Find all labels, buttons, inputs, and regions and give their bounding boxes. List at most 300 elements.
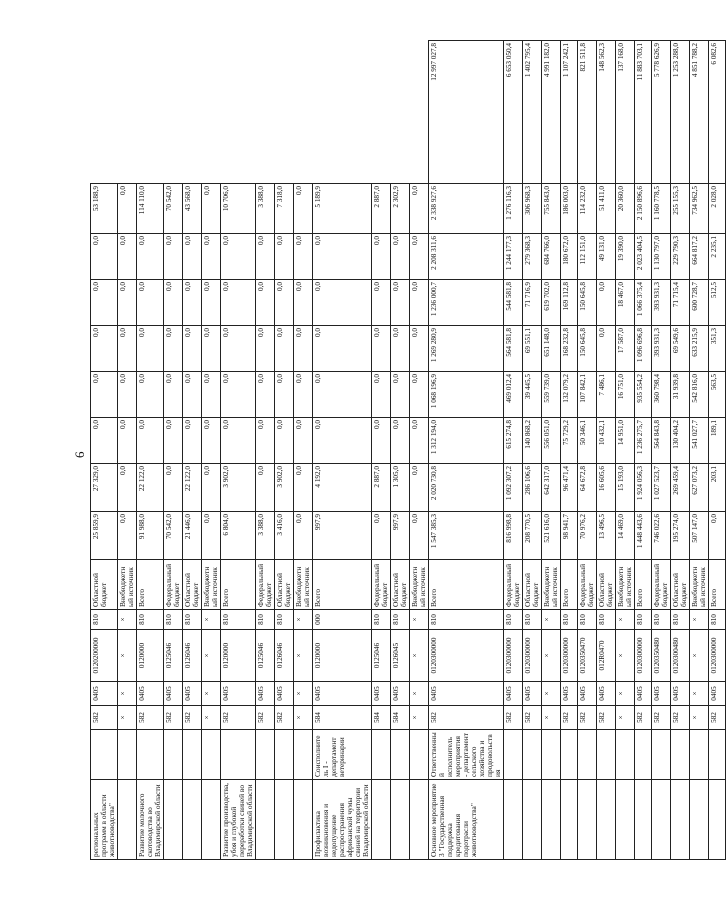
table-cell: 0,0 (256, 326, 275, 372)
measure-name-cell: Развитие производства, убоя и глубокой переработки свиней во Владимирской области (221, 780, 256, 860)
table-cell: × (118, 610, 137, 630)
table-row (635, 41, 652, 860)
table-row (652, 41, 671, 860)
table-cell: 542 816,0 (690, 372, 709, 418)
table-row (690, 41, 709, 860)
table-cell: 0,0 (410, 418, 429, 464)
table-cell: 633 215,9 (690, 326, 709, 372)
table-cell: 0,0 (275, 234, 294, 280)
table-cell: 582 (91, 706, 118, 730)
table-cell: 810 (391, 610, 410, 630)
table-cell: 0,0 (137, 372, 164, 418)
table-cell: 208 770,5 (523, 512, 542, 560)
table-cell: 0405 (137, 682, 164, 706)
table-cell: 1 269 280,9 (429, 326, 504, 372)
table-cell: 98 941,7 (561, 512, 578, 560)
table-cell: 0405 (597, 682, 616, 706)
table-cell: 148 562,3 (597, 41, 616, 184)
table-cell: 4 192,0 (313, 464, 372, 512)
table-cell: 541 027,7 (690, 418, 709, 464)
table-cell: 810 (578, 610, 597, 630)
source-cell: Областной бюджет (671, 560, 690, 610)
table-cell: 0,0 (164, 464, 183, 512)
executor-cell (256, 730, 275, 780)
table-cell: 27 329,0 (91, 464, 118, 512)
table-cell: 584 (391, 706, 410, 730)
table-cell: 0405 (635, 682, 652, 706)
table-cell: 2 887,0 (372, 464, 391, 512)
table-cell: 0,0 (313, 372, 372, 418)
table-cell: 13 496,5 (597, 512, 616, 560)
table-cell: × (542, 630, 561, 682)
table-cell: 810 (256, 610, 275, 630)
table-cell: 564 843,8 (652, 418, 671, 464)
table-row (578, 41, 597, 860)
table-cell: 0,0 (372, 418, 391, 464)
table-cell: × (616, 630, 635, 682)
table-cell: 0,0 (313, 326, 372, 372)
table-cell: 0,0 (221, 372, 256, 418)
table-cell: 0,0 (137, 418, 164, 464)
table-cell: 1 068 196,9 (429, 372, 504, 418)
source-cell: Областной бюджет (597, 560, 616, 610)
table-cell: 1 236 000,7 (429, 280, 504, 326)
table-row (313, 41, 372, 860)
table-cell: 18 467,0 (616, 280, 635, 326)
executor-cell (294, 730, 313, 780)
table-row (523, 41, 542, 860)
table-cell: 0,0 (372, 326, 391, 372)
source-cell: Федеральный бюджет (256, 560, 275, 610)
source-cell: Всего (709, 560, 726, 610)
table-cell: 512,5 (709, 280, 726, 326)
source-cell: Внебюджетный источник (542, 560, 561, 610)
table-cell: 16 605,6 (597, 464, 616, 512)
table-cell: 0,0 (202, 326, 221, 372)
table-cell: 0120200000 (91, 630, 118, 682)
table-cell: 810 (652, 610, 671, 630)
table-cell: 20 360,0 (616, 184, 635, 234)
table-cell: 0,0 (221, 280, 256, 326)
table-cell: 70 976,2 (578, 512, 597, 560)
table-row (372, 41, 391, 860)
page-number: 6 (72, 451, 87, 458)
table-cell: 1 027 523,7 (652, 464, 671, 512)
source-cell: Внебюджетный источник (690, 560, 709, 610)
table-cell: 0,0 (256, 418, 275, 464)
executor-cell (542, 730, 561, 780)
table-cell: 0,0 (256, 280, 275, 326)
table-row (183, 41, 202, 860)
table-cell: 821 511,8 (578, 41, 597, 184)
table-cell: 1 305,0 (391, 464, 410, 512)
table-cell: 393 931,3 (652, 280, 671, 326)
table-cell: 0120000 (221, 630, 256, 682)
table-cell: 0405 (183, 682, 202, 706)
measure-name-cell (542, 780, 561, 860)
measure-name-cell (561, 780, 578, 860)
table-cell: 51 411,0 (597, 184, 616, 234)
table-cell: 0,0 (294, 184, 313, 234)
table-cell: 279 368,3 (523, 234, 542, 280)
table-cell: 0,0 (118, 418, 137, 464)
table-cell: 0,0 (183, 280, 202, 326)
table-cell: 0,0 (256, 372, 275, 418)
table-cell: 582 (671, 706, 690, 730)
table-cell: 0405 (372, 682, 391, 706)
table-cell: 0405 (391, 682, 410, 706)
table-cell: 469 012,4 (504, 372, 523, 418)
table-cell: 49 131,0 (597, 234, 616, 280)
table-cell: 14 469,0 (616, 512, 635, 560)
table-row (709, 41, 726, 860)
source-cell: Областной бюджет (91, 560, 118, 610)
table-cell: 582 (137, 706, 164, 730)
measure-name-cell (183, 780, 202, 860)
table-row (137, 41, 164, 860)
measure-name-cell (635, 780, 652, 860)
table-cell: 393 931,3 (652, 326, 671, 372)
table-cell: 0,0 (164, 372, 183, 418)
source-cell: Федеральный бюджет (578, 560, 597, 610)
table-cell: 0,0 (221, 418, 256, 464)
table-cell: 0126045 (391, 630, 410, 682)
executor-cell (616, 730, 635, 780)
table-cell: 1 924 056,3 (635, 464, 652, 512)
table-cell: 70 542,0 (164, 184, 183, 234)
table-cell: 17 587,0 (616, 326, 635, 372)
table-cell: 0,0 (597, 326, 616, 372)
source-cell: Всего (137, 560, 164, 610)
table-cell: 651 148,0 (542, 326, 561, 372)
table-cell: 0,0 (202, 184, 221, 234)
table-cell: 582 (635, 706, 652, 730)
table-cell: 1 066 375,4 (635, 280, 652, 326)
table-cell: 0120000 (313, 630, 372, 682)
table-cell: 0,0 (91, 418, 118, 464)
table-cell: 0,0 (118, 234, 137, 280)
measure-name-cell: Развитие молочного скотоводства во Владимирской области (137, 780, 164, 860)
table-cell: 1 253 288,0 (671, 41, 690, 184)
table-cell: 0125046 (256, 630, 275, 682)
table-cell: 96 471,4 (561, 464, 578, 512)
executor-cell (635, 730, 652, 780)
table-cell: 1 096 696,8 (635, 326, 652, 372)
table-cell: 582 (429, 706, 504, 730)
table-row (561, 41, 578, 860)
table-cell: 0,0 (164, 418, 183, 464)
table-cell: 0,0 (118, 184, 137, 234)
table-cell: 0,0 (391, 326, 410, 372)
table-cell: 582 (183, 706, 202, 730)
table-cell: 269 459,4 (671, 464, 690, 512)
table-cell: 0120000 (137, 630, 164, 682)
table-cell: 0,0 (410, 512, 429, 560)
table-cell: 0,0 (275, 372, 294, 418)
table-cell: 0120300000 (523, 630, 542, 682)
table-cell: 582 (652, 706, 671, 730)
measure-name-cell (690, 780, 709, 860)
table-row (429, 41, 504, 860)
table-row (294, 41, 313, 860)
measure-name-cell (410, 780, 429, 860)
table-cell: × (294, 630, 313, 682)
table-cell: × (294, 682, 313, 706)
table-cell: 816 998,8 (504, 512, 523, 560)
table-cell: 189,1 (709, 418, 726, 464)
table-cell: 0,0 (118, 464, 137, 512)
table-cell: 0405 (578, 682, 597, 706)
table-cell: 2 338 927,6 (429, 184, 504, 234)
table-cell: 0120300000 (504, 630, 523, 682)
table-cell: 0,0 (183, 326, 202, 372)
measure-name-cell (652, 780, 671, 860)
table-cell: 0,0 (118, 372, 137, 418)
table-cell: 0,0 (202, 372, 221, 418)
table-cell: 7 318,0 (275, 184, 294, 234)
table-cell: 0,0 (709, 512, 726, 560)
table-cell: 180 672,0 (561, 234, 578, 280)
table-cell: 0,0 (183, 418, 202, 464)
table-cell: 306 968,3 (523, 184, 542, 234)
table-cell: 0,0 (202, 464, 221, 512)
measure-name-cell: Профилактика возникновения и недопущение распространения африканской чумы свиней на территории Владимирской области (313, 780, 372, 860)
table-cell: 2 020 730,8 (429, 464, 504, 512)
table-cell: 0,0 (202, 512, 221, 560)
table-cell: 0,0 (372, 280, 391, 326)
table-cell: 360 798,4 (652, 372, 671, 418)
table-cell: 2 023 404,5 (635, 234, 652, 280)
table-cell: 150 645,8 (578, 326, 597, 372)
table-cell: 564 581,8 (504, 326, 523, 372)
table-cell: 582 (709, 706, 726, 730)
table-cell: 810 (635, 610, 652, 630)
table-cell: 012R0470 (597, 630, 616, 682)
table-cell: 114 110,0 (137, 184, 164, 234)
table-cell: 0,0 (313, 234, 372, 280)
table-cell: 0,0 (118, 280, 137, 326)
table-cell: 2 235,1 (709, 234, 726, 280)
executor-cell (372, 730, 391, 780)
table-cell: 0120350480 (652, 630, 671, 682)
source-cell: Федеральный бюджет (372, 560, 391, 610)
table-cell: 0405 (313, 682, 372, 706)
table-cell: 000 (313, 610, 372, 630)
table-cell: 0,0 (221, 326, 256, 372)
table-cell: × (118, 630, 137, 682)
measure-name-cell (202, 780, 221, 860)
executor-cell (561, 730, 578, 780)
table-cell: 0120350470 (578, 630, 597, 682)
measure-name-cell: региональных программ в области животноводства" (91, 780, 118, 860)
table-cell: 0,0 (597, 280, 616, 326)
table-cell: 582 (256, 706, 275, 730)
table-cell: 19 390,0 (616, 234, 635, 280)
table-cell: 0,0 (275, 280, 294, 326)
table-cell: 0,0 (118, 326, 137, 372)
table-cell: 69 549,6 (671, 326, 690, 372)
table-cell: 0405 (504, 682, 523, 706)
table-cell: 0,0 (164, 326, 183, 372)
executor-cell (709, 730, 726, 780)
table-row (221, 41, 256, 860)
table-cell: 0,0 (91, 326, 118, 372)
table-cell: 75 729,2 (561, 418, 578, 464)
table-cell: 0,0 (410, 326, 429, 372)
table-cell: 71 715,4 (671, 280, 690, 326)
table-cell: 0,0 (294, 234, 313, 280)
measure-name-cell (616, 780, 635, 860)
table-cell: 3 388,0 (256, 184, 275, 234)
executor-cell: Ответственный исполнитель мероприятия - департамент сельского хозяйства и продовольствия (429, 730, 504, 780)
table-cell: 0405 (164, 682, 183, 706)
table-cell: 0405 (523, 682, 542, 706)
measure-name-cell (256, 780, 275, 860)
table-cell: × (542, 682, 561, 706)
table-cell: 0405 (256, 682, 275, 706)
table-cell: 0126046 (275, 630, 294, 682)
table-cell: 0,0 (164, 280, 183, 326)
table-cell: 810 (91, 610, 118, 630)
table-cell: 0,0 (256, 464, 275, 512)
table-cell: 0,0 (137, 280, 164, 326)
table-cell: 10 706,0 (221, 184, 256, 234)
table-row (671, 41, 690, 860)
table-cell: 0,0 (410, 184, 429, 234)
table-cell: 0405 (275, 682, 294, 706)
table-cell: 1 276 116,3 (504, 184, 523, 234)
table-cell: 64 672,8 (578, 464, 597, 512)
table-cell: 582 (597, 706, 616, 730)
table-cell: 3 388,0 (256, 512, 275, 560)
table-row (202, 41, 221, 860)
table-cell: 0120300480 (671, 630, 690, 682)
table-cell: 810 (561, 610, 578, 630)
measure-name-cell (391, 780, 410, 860)
table-cell: 2 887,0 (372, 184, 391, 234)
table-cell: × (542, 610, 561, 630)
source-cell: Всего (221, 560, 256, 610)
table-cell: 582 (578, 706, 597, 730)
table-cell: 3 902,0 (275, 464, 294, 512)
table-cell: 0405 (709, 682, 726, 706)
table-cell: 582 (164, 706, 183, 730)
table-cell: 642 317,0 (542, 464, 561, 512)
table-cell: 0,0 (294, 326, 313, 372)
table-cell: 0120300000 (561, 630, 578, 682)
measure-name-cell (275, 780, 294, 860)
table-cell: 755 843,0 (542, 184, 561, 234)
table-cell: × (202, 706, 221, 730)
source-cell: Федеральный бюджет (652, 560, 671, 610)
table-cell: 255 155,3 (671, 184, 690, 234)
table-cell: 507 147,0 (690, 512, 709, 560)
table-cell: × (118, 682, 137, 706)
table-cell: 810 (137, 610, 164, 630)
measure-name-cell (523, 780, 542, 860)
table-cell: 0,0 (391, 418, 410, 464)
table-cell: 810 (671, 610, 690, 630)
table-cell: 0,0 (91, 280, 118, 326)
table-cell: 11 883 703,1 (635, 41, 652, 184)
source-cell: Областной бюджет (391, 560, 410, 610)
table-row (164, 41, 183, 860)
table-cell: 4 851 788,2 (690, 41, 709, 184)
table-cell: 810 (709, 610, 726, 630)
executor-cell (391, 730, 410, 780)
table-cell: 0,0 (294, 372, 313, 418)
source-cell: Всего (313, 560, 372, 610)
table-cell: 1 236 275,7 (635, 418, 652, 464)
table-cell: 351,3 (709, 326, 726, 372)
table-cell: 619 702,0 (542, 280, 561, 326)
table-body (91, 41, 726, 860)
table-cell: 3 902,0 (221, 464, 256, 512)
executor-cell (578, 730, 597, 780)
table-cell: 556 051,0 (542, 418, 561, 464)
table-cell: 0,0 (410, 234, 429, 280)
table-cell: 50 346,1 (578, 418, 597, 464)
table-cell: 0,0 (372, 372, 391, 418)
executor-cell (118, 730, 137, 780)
executor-cell: Соисполнитель I - департамент ветеринарии (313, 730, 372, 780)
table-cell: 70 542,0 (164, 512, 183, 560)
table-cell: 810 (221, 610, 256, 630)
executor-cell (137, 730, 164, 780)
table-cell: 14 951,0 (616, 418, 635, 464)
table-cell: 229 790,3 (671, 234, 690, 280)
table-row (542, 41, 561, 860)
table-cell: 1 130 797,0 (652, 234, 671, 280)
table-cell: 0,0 (391, 234, 410, 280)
measure-name-cell (164, 780, 183, 860)
measure-name-cell (578, 780, 597, 860)
executor-cell (652, 730, 671, 780)
table-cell: × (542, 706, 561, 730)
table-cell: × (410, 682, 429, 706)
table-cell: 195 274,0 (671, 512, 690, 560)
table-cell: 582 (275, 706, 294, 730)
table-cell: 582 (504, 706, 523, 730)
table-cell: 0,0 (372, 234, 391, 280)
table-cell: 6 082,6 (709, 41, 726, 184)
table-cell: 0120300000 (429, 630, 504, 682)
table-cell: 521 616,0 (542, 512, 561, 560)
table-cell: 1 312 194,0 (429, 418, 504, 464)
table-cell: 0,0 (410, 372, 429, 418)
executor-cell (91, 730, 118, 780)
executor-cell (671, 730, 690, 780)
table-row (410, 41, 429, 860)
table-cell: 0405 (221, 682, 256, 706)
table-cell: × (410, 630, 429, 682)
table-cell: 53 188,9 (91, 184, 118, 234)
source-cell: Всего (561, 560, 578, 610)
source-cell: Внебюджетный источник (616, 560, 635, 610)
table-cell: × (118, 706, 137, 730)
measure-name-cell (597, 780, 616, 860)
executor-cell (202, 730, 221, 780)
measure-name-cell: Основное мероприятие 3 "Государственная поддержка кредитования подотрасли животноводства" (429, 780, 504, 860)
table-cell: 6 653 050,4 (504, 41, 523, 184)
table-cell: 0,0 (275, 326, 294, 372)
table-row (597, 41, 616, 860)
table-cell: 1 402 795,4 (523, 41, 542, 184)
table-cell: 0,0 (294, 418, 313, 464)
table-cell: × (410, 706, 429, 730)
table-cell: 0,0 (294, 512, 313, 560)
table-cell: 16 751,0 (616, 372, 635, 418)
